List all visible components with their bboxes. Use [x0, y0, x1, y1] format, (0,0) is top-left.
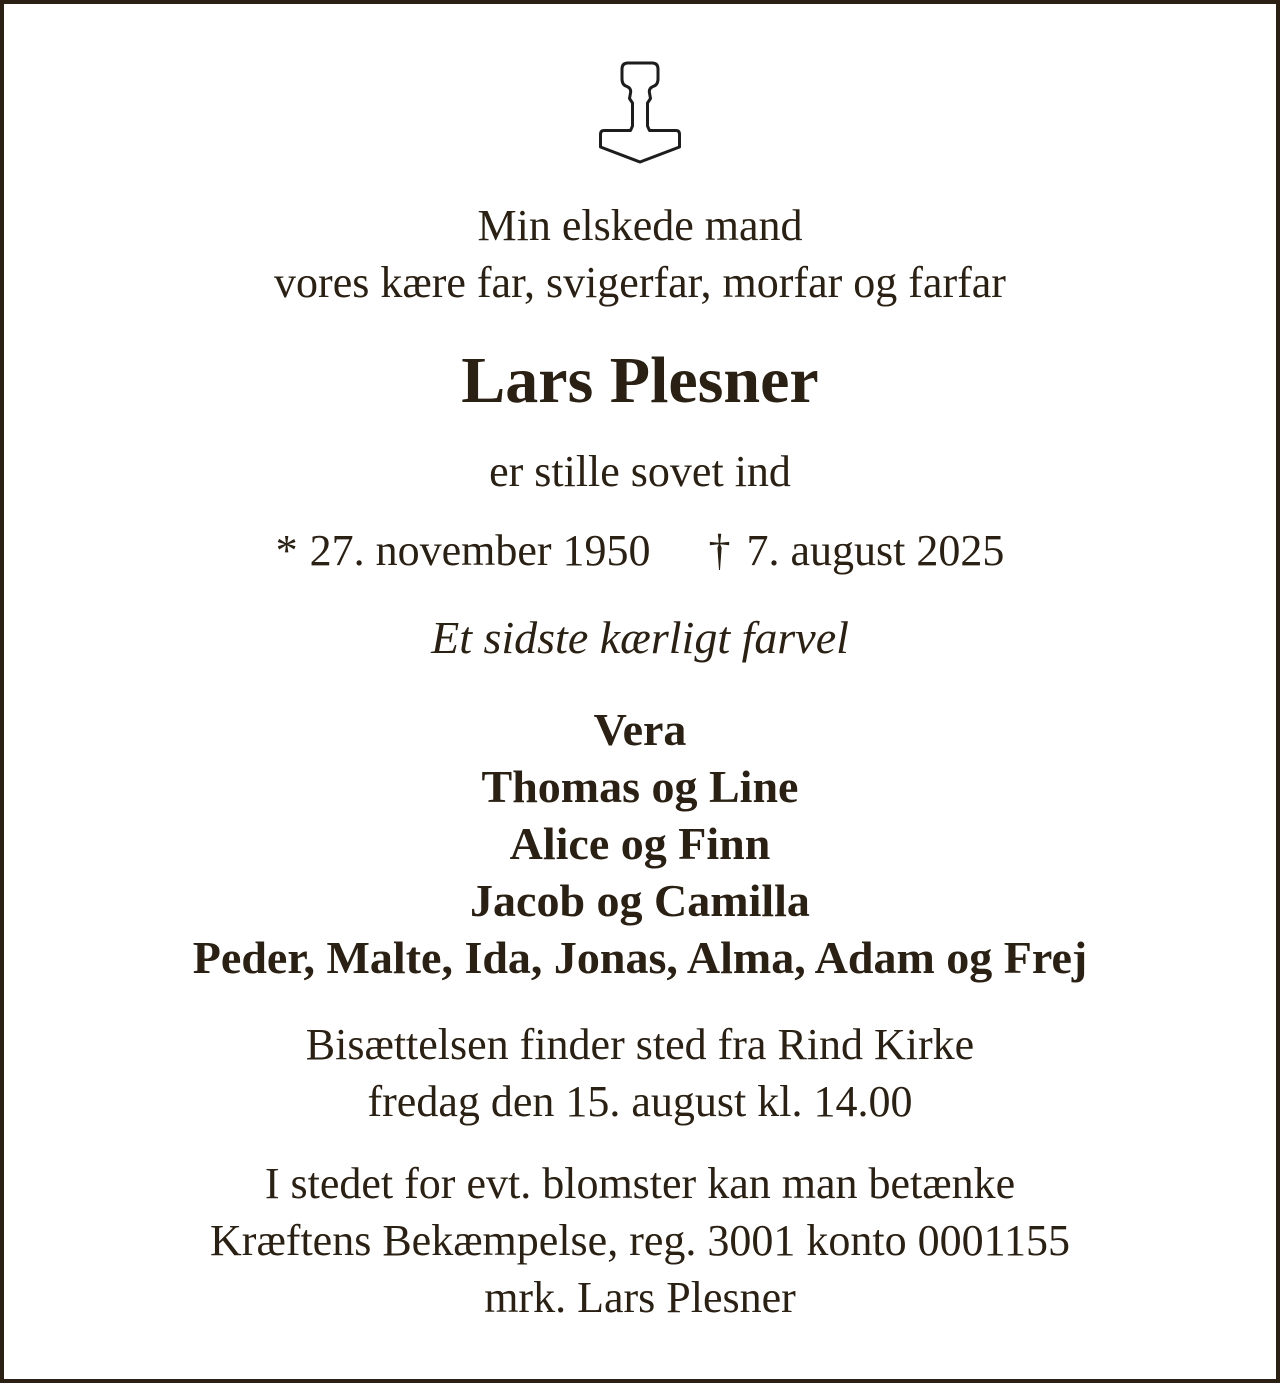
- family-line: Peder, Malte, Ida, Jonas, Alma, Adam og Frej: [192, 932, 1088, 983]
- donation-line-2: Kræftens Bekæmpelse, reg. 3001 konto 0001155: [210, 1216, 1070, 1265]
- farewell-line: Et sidste kærligt farvel: [431, 612, 849, 663]
- sleep-line: er stille sovet ind: [489, 447, 791, 496]
- family-line: Thomas og Line: [481, 761, 799, 812]
- family-line: Jacob og Camilla: [470, 875, 810, 926]
- deceased-name: Lars Plesner: [461, 344, 819, 417]
- ceremony-line-2: fredag den 15. august kl. 14.00: [367, 1077, 913, 1126]
- dates-line: [4, 522, 1276, 579]
- donation-block: [4, 1155, 1276, 1326]
- family-names-block: [4, 701, 1276, 986]
- intro-line-2: vores kære far, svigerfar, morfar og farfar: [274, 258, 1006, 307]
- thors-hammer-icon: [594, 59, 686, 167]
- donation-line-3: mrk. Lars Plesner: [484, 1273, 796, 1322]
- family-line: Alice og Finn: [509, 818, 771, 869]
- birth-symbol: *: [275, 526, 298, 575]
- donation-line-1: I stedet for evt. blomster kan man betænke: [264, 1159, 1016, 1208]
- birth-date: 27. november 1950: [309, 526, 651, 575]
- death-date: 7. august 2025: [746, 526, 1005, 575]
- family-line: Vera: [593, 704, 687, 755]
- intro-block: [4, 197, 1276, 311]
- ceremony-block: [4, 1016, 1276, 1130]
- dagger-symbol: †: [708, 526, 731, 575]
- intro-line-1: Min elskede mand: [477, 201, 803, 250]
- ceremony-line-1: Bisættelsen finder sted fra Rind Kirke: [305, 1020, 975, 1069]
- notice-content: [4, 4, 1276, 1326]
